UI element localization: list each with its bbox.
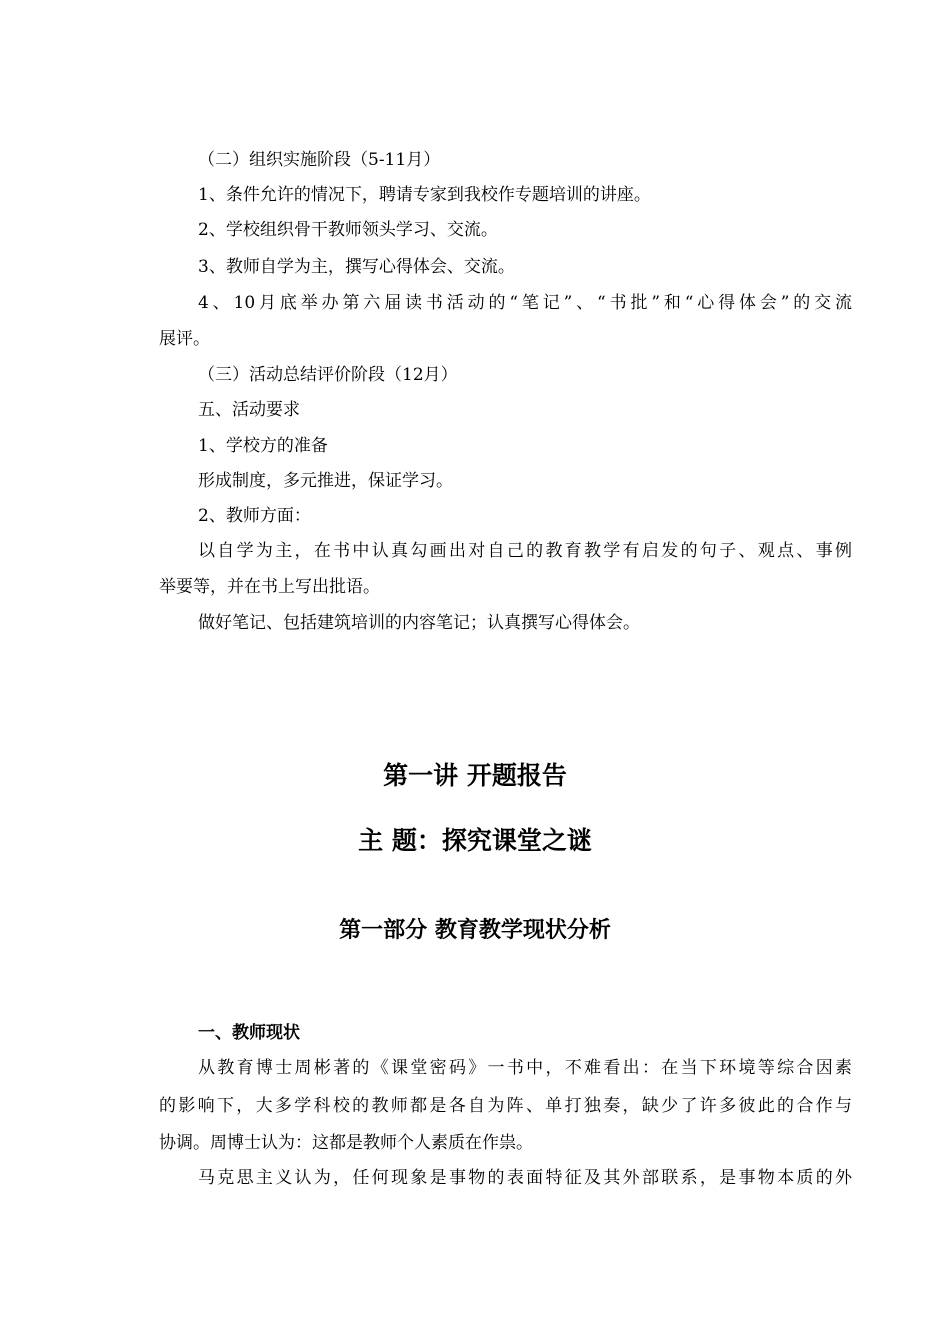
text-line: 1、条件允许的情况下，聘请专家到我校作专题培训的讲座。 [198,185,651,205]
text-line: 4、10月底举办第六届读书活动的“笔记”、“书批”和“心得体会”的交流 [198,293,852,313]
lecture-theme: 主 题：探究课堂之谜 [358,826,592,855]
text-line: 2、教师方面： [198,506,311,526]
text-line: （二）组织实施阶段（5-11月） [198,150,441,170]
text-line: 从教育博士周彬著的《课堂密码》一书中，不难看出：在当下环境等综合因素 [198,1058,852,1078]
text-line: 的影响下，大多学科校的教师都是各自为阵、单打独奏，缺少了许多彼此的合作与 [159,1096,852,1116]
text-line: （三）活动总结评价阶段（12月） [198,365,458,385]
text-line: 形成制度，多元推进，保证学习。 [198,471,453,491]
text-line: 展评。 [159,329,210,349]
lecture-title: 第一讲 开题报告 [383,761,567,790]
text-line: 以自学为主，在书中认真勾画出对自己的教育教学有启发的句子、观点、事例 [198,541,852,561]
section-heading: 一、教师现状 [198,1023,300,1043]
text-line: 协调。周博士认为：这都是教师个人素质在作祟。 [159,1133,533,1153]
text-line: 3、教师自学为主，撰写心得体会、交流。 [198,257,515,277]
text-line: 做好笔记、包括建筑培训的内容笔记；认真撰写心得体会。 [198,613,640,633]
text-line: 马克思主义认为，任何现象是事物的表面特征及其外部联系，是事物本质的外 [198,1168,852,1188]
part-heading: 第一部分 教育教学现状分析 [339,918,611,943]
text-line: 1、学校方的准备 [198,436,328,456]
text-line: 2、学校组织骨干教师领头学习、交流。 [198,220,498,240]
text-line: 举要等，并在书上写出批语。 [159,577,380,597]
text-line: 五、活动要求 [198,400,300,420]
